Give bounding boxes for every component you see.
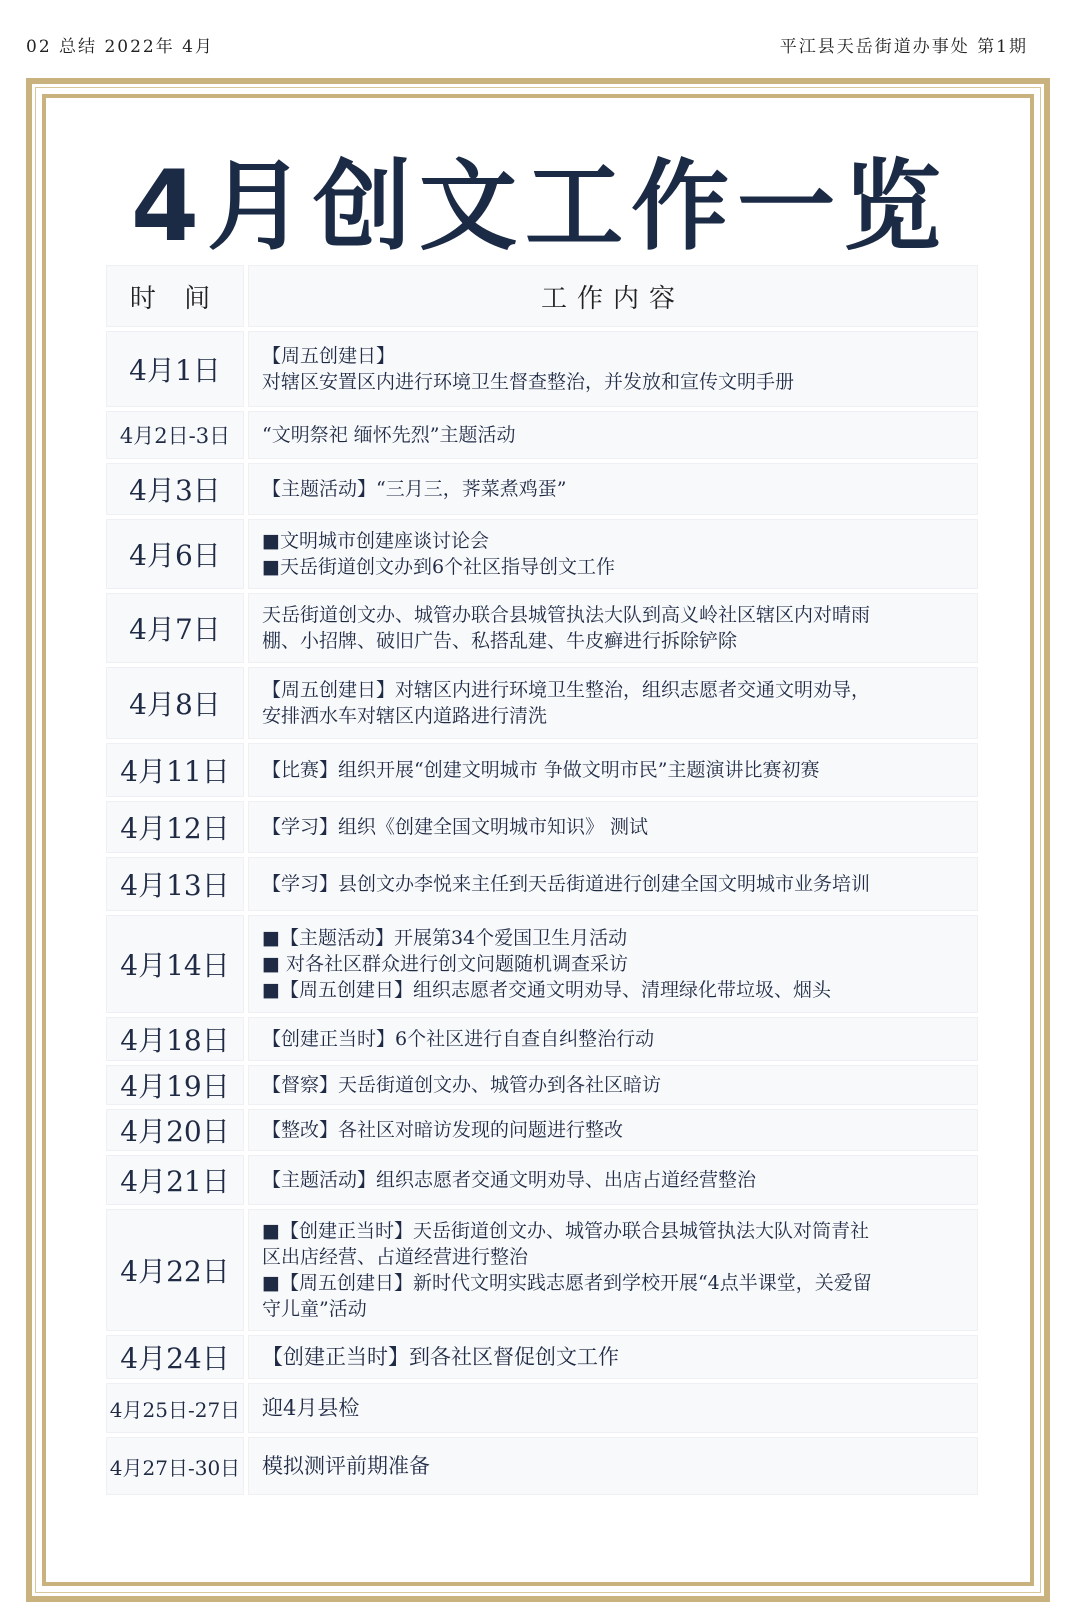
row-content (248, 463, 978, 515)
row-content-line: 区出店经营、占道经营进行整治 (262, 1246, 529, 1268)
row-content (248, 1437, 978, 1495)
row-date: 4月12日 (106, 801, 244, 853)
row-date: 4月24日 (106, 1335, 244, 1379)
row-content (248, 1065, 978, 1105)
row-content (248, 667, 978, 739)
publisher-label: 平江县天岳街道办事处 第1期 (779, 37, 1028, 57)
row-date: 4月8日 (106, 667, 244, 739)
row-content (248, 519, 978, 589)
row-content-line: 守儿童”活动 (262, 1298, 367, 1320)
row-content (248, 801, 978, 853)
row-content-line: “文明祭祀 缅怀先烈”主题活动 (262, 424, 516, 446)
row-date: 4月7日 (106, 593, 244, 663)
row-date: 4月19日 (106, 1065, 244, 1105)
row-content-line: 【督察】天岳街道创文办、城管办到各社区暗访 (262, 1074, 662, 1096)
row-content (248, 411, 978, 459)
row-date: 4月27日-30日 (106, 1437, 244, 1495)
row-content (248, 1335, 978, 1379)
row-content-line: 【周五创建日】 (262, 345, 396, 367)
row-content-line: 对辖区安置区内进行环境卫生督查整治，并发放和宣传文明手册 (262, 371, 795, 393)
row-content-line: ■文明城市创建座谈讨论会 (262, 530, 489, 552)
row-content (248, 1383, 978, 1433)
row-date: 4月22日 (106, 1209, 244, 1331)
header-content: 工作内容 (248, 265, 978, 327)
row-content-line: ■【主题活动】开展第34个爱国卫生月活动 (262, 927, 628, 949)
row-content-line: 棚、小招牌、破旧广告、私搭乱建、牛皮癣进行拆除铲除 (262, 630, 738, 652)
row-date: 4月21日 (106, 1155, 244, 1205)
row-content-line: 【主题活动】“三月三，荠菜煮鸡蛋” (262, 478, 567, 500)
row-content (248, 593, 978, 663)
row-content (248, 743, 978, 797)
row-content (248, 1109, 978, 1151)
row-content-line: ■【创建正当时】天岳街道创文办、城管办联合县城管执法大队对筒青社 (262, 1220, 869, 1242)
row-date: 4月2日-3日 (106, 411, 244, 459)
header-time: 时 间 (106, 265, 244, 327)
row-content-line: 【比赛】组织开展“创建文明城市 争做文明市民”主题演讲比赛初赛 (262, 759, 820, 781)
row-content (248, 1155, 978, 1205)
row-content (248, 331, 978, 407)
row-date: 4月18日 (106, 1017, 244, 1061)
row-content (248, 915, 978, 1013)
row-date: 4月13日 (106, 857, 244, 911)
row-content-line: 【整改】各社区对暗访发现的问题进行整改 (262, 1119, 624, 1141)
row-content-line: 【创建正当时】到各社区督促创文工作 (262, 1345, 619, 1369)
page-title: 4月创文工作一览 (130, 150, 950, 264)
row-content (248, 1017, 978, 1061)
row-content-line: 【主题活动】组织志愿者交通文明劝导、出店占道经营整治 (262, 1169, 757, 1191)
row-content-line: 【学习】组织《创建全国文明城市知识》 测试 (262, 816, 649, 838)
issue-section-label: 02 总结 2022年 4月 (26, 37, 214, 57)
row-content-line: 安排洒水车对辖区内道路进行清洗 (262, 705, 548, 727)
row-content (248, 1209, 978, 1331)
row-date: 4月1日 (106, 331, 244, 407)
row-date: 4月20日 (106, 1109, 244, 1151)
row-date: 4月6日 (106, 519, 244, 589)
row-content-line: ■【周五创建日】组织志愿者交通文明劝导、清理绿化带垃圾、烟头 (262, 979, 831, 1001)
row-content-line: 【学习】县创文办李悦来主任到天岳街道进行创建全国文明城市业务培训 (262, 873, 871, 895)
row-content-line: ■天岳街道创文办到6个社区指导创文工作 (262, 556, 616, 578)
row-content-line: 模拟测评前期准备 (262, 1454, 430, 1478)
row-content-line: 天岳街道创文办、城管办联合县城管执法大队到高义岭社区辖区内对晴雨 (262, 604, 871, 626)
row-content-line: 迎4月县检 (262, 1396, 360, 1420)
row-date: 4月14日 (106, 915, 244, 1013)
row-content (248, 857, 978, 911)
row-content-line: ■【周五创建日】新时代文明实践志愿者到学校开展“4点半课堂，关爱留 (262, 1272, 872, 1294)
row-date: 4月11日 (106, 743, 244, 797)
row-content-line: ■ 对各社区群众进行创文问题随机调查采访 (262, 953, 628, 975)
schedule-table (106, 265, 978, 1495)
row-content-line: 【创建正当时】6个社区进行自查自纠整治行动 (262, 1028, 655, 1050)
row-content-line: 【周五创建日】对辖区内进行环境卫生整治，组织志愿者交通文明劝导， (262, 679, 871, 701)
row-date: 4月25日-27日 (106, 1383, 244, 1433)
row-date: 4月3日 (106, 463, 244, 515)
